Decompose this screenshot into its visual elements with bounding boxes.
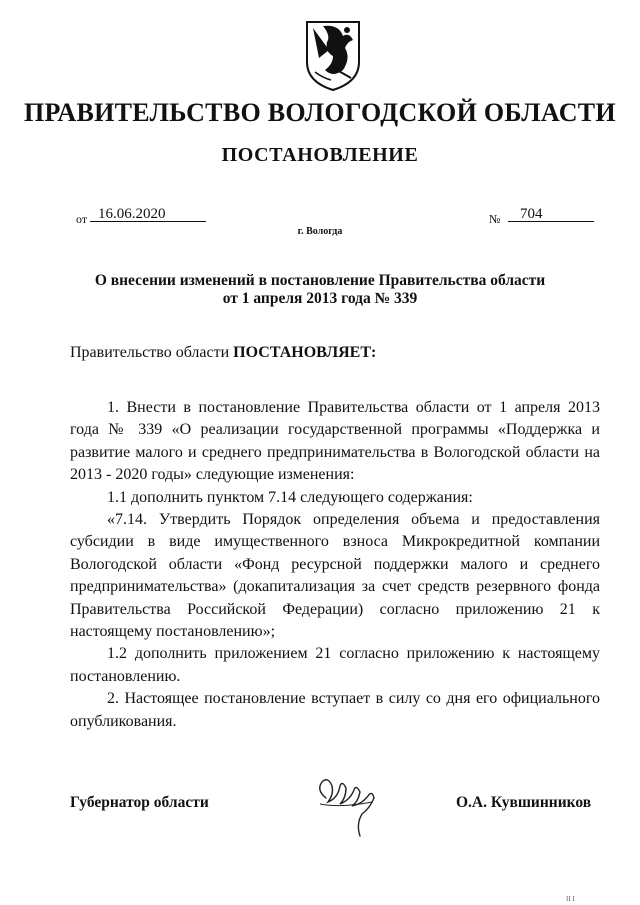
place-of-issue: г. Вологда [297,226,343,237]
number-label: № [489,212,501,226]
signatory-title: Губернатор области [70,794,209,811]
subject-line-2: от 1 апреля 2013 года № 339 [222,290,418,307]
document-body [70,397,600,733]
subject-line-1: О внесении изменений в постановление Правительства области [94,272,546,289]
document-number: 704 [508,206,594,222]
signature-icon [312,768,392,842]
document-date: 16.06.2020 [90,206,206,222]
document-type: ПОСТАНОВЛЕНИЕ [221,144,419,166]
paragraph-2: 2. Настоящее постановление вступает в силу со дня его официального опубликования. [70,690,600,730]
document-subject [0,272,640,308]
paragraph-1-1: 1.1 дополнить пунктом 7.14 следующего содержания: [107,488,473,506]
signatory-name: О.А. Кувшинников [456,794,592,811]
paragraph-1-2: 1.2 дополнить приложением 21 согласно приложению к настоящему постановлению. [70,645,600,685]
organization-title: ПРАВИТЕЛЬСТВО ВОЛОГОДСКОЙ ОБЛАСТИ [24,98,616,127]
page-mark: II I [566,895,575,903]
paragraph-1: 1. Внести в постановление Правительства области от 1 апреля 2013 года № 339 «О реализации государственной программы «Поддержка и развитие малого и среднего предпринимательства в Вологодской области на 2013 - 2020 годы» следующие изменения: [70,399,600,484]
preamble-text: Правительство области [70,344,234,361]
coat-of-arms-icon [303,18,363,92]
date-label: от [76,212,88,226]
paragraph-7-14: «7.14. Утвердить Порядок определения объема и предоставления субсидии в виде имущественного взноса Микрокредитной компании Вологодской области «Фонд ресурсной поддержки малого и среднего предпринимательства» (докапитализация за счет средств резервного фонда Правительства Российской Федерации) согласно приложению 21 к настоящему постановлению»; [70,511,600,641]
preamble-decree: ПОСТАНОВЛЯЕТ: [233,344,377,361]
preamble [70,344,376,362]
